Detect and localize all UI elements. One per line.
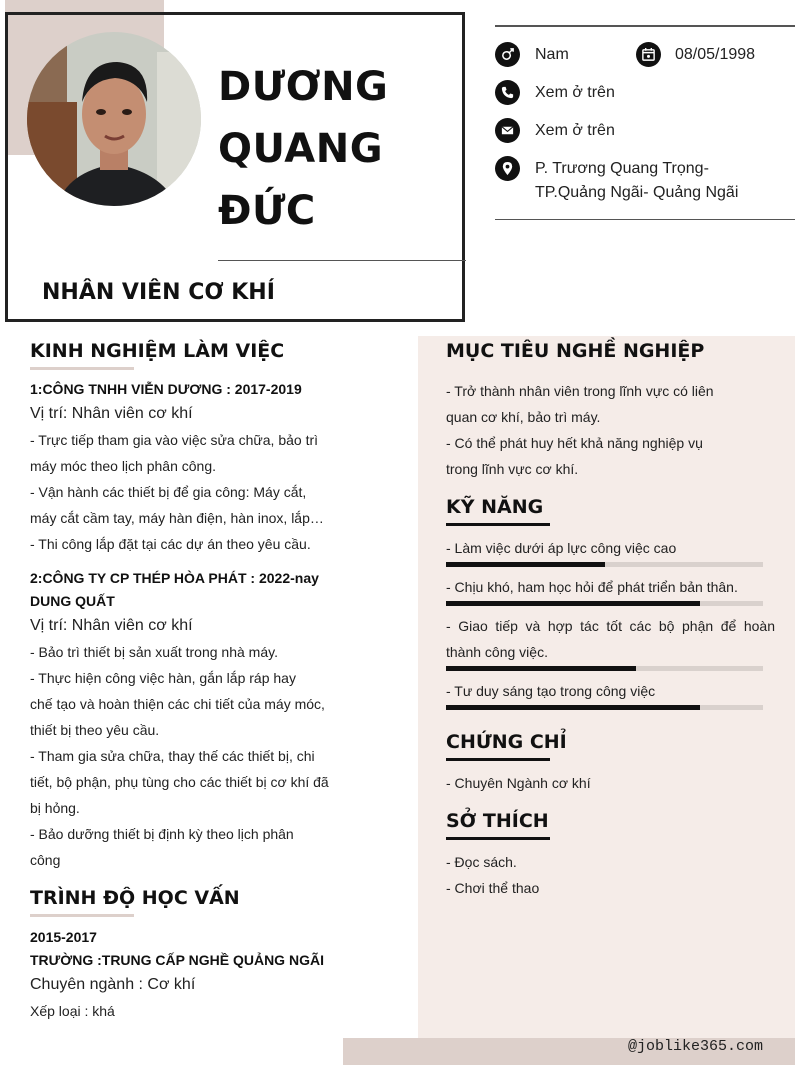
education-major: Chuyên ngành : Cơ khí [30,976,196,993]
skill-bar-fill [446,601,700,606]
skill-label: - Giao tiếp và hợp tác tốt các bộ phận để hoàn [446,618,775,634]
job2-detail: bị hỏng. [30,800,80,816]
address-line: TP.Quảng Ngãi- Quảng Ngãi [535,184,739,201]
skill-bar-fill [446,562,605,567]
skill-bar [446,705,763,710]
birthdate-value: 08/05/1998 [675,46,756,63]
job2-detail: - Thực hiện công việc hàn, gắn lắp ráp hay [30,670,296,686]
job1-position: Vị trí: Nhân viên cơ khí [30,405,193,422]
objective-title: MỤC TIÊU NGHỀ NGHIỆP [446,340,705,362]
name-line: ĐỨC [218,188,316,234]
job2-detail: chế tạo và hoàn thiện các chi tiết của máy móc, [30,696,325,712]
job2-company: 2:CÔNG TY CP THÉP HÒA PHÁT : 2022-nay [30,570,319,586]
address-line: P. Trương Quang Trọng- [535,160,709,177]
section-underline [30,367,134,370]
job1-detail: - Thi công lắp đặt tại các dự án theo yêu cầu. [30,536,311,552]
job1-detail: - Vận hành các thiết bị để gia công: Máy cắt, [30,484,307,500]
section-underline [446,837,550,840]
job2-company: DUNG QUẤT [30,593,115,609]
job1-detail: máy móc theo lịch phân công. [30,458,216,474]
skills-title: KỸ NĂNG [446,496,544,518]
job-title: NHÂN VIÊN CƠ KHÍ [42,280,275,305]
skill-label: - Làm việc dưới áp lực công việc cao [446,540,677,556]
contact-divider-top [495,25,795,27]
hobby-item: - Đọc sách. [446,854,517,870]
job2-position: Vị trí: Nhân viên cơ khí [30,617,193,634]
name-line: DƯƠNG [218,64,389,110]
calendar-icon [636,42,661,67]
job2-detail: - Bảo trì thiết bị sản xuất trong nhà máy. [30,644,278,660]
skill-label: thành công việc. [446,644,548,660]
section-underline [30,914,134,917]
phone-icon [495,80,520,105]
gender-value: Nam [535,46,569,63]
objective-line: - Có thể phát huy hết khả năng nghiệp vụ [446,435,703,451]
location-icon [495,156,520,181]
gender-icon [495,42,520,67]
profile-photo [27,32,201,206]
skill-label: - Chịu khó, ham học hỏi để phát triển bản thân. [446,579,738,595]
contact-divider-bottom [495,219,795,220]
hobby-item: - Chơi thể thao [446,880,540,896]
objective-line: - Trở thành nhân viên trong lĩnh vực có liên [446,383,714,399]
skill-bar-fill [446,705,700,710]
education-grade: Xếp loại : khá [30,1003,115,1019]
phone-value: Xem ở trên [535,84,615,101]
job1-detail: - Trực tiếp tham gia vào việc sửa chữa, bảo trì [30,432,319,448]
name-line: QUANG [218,126,384,172]
certificates-title: CHỨNG CHỈ [446,731,567,753]
skill-bar [446,601,763,606]
hobbies-title: SỞ THÍCH [446,810,549,832]
skill-bar-fill [446,666,636,671]
email-value: Xem ở trên [535,122,615,139]
job2-detail: công [30,852,61,868]
education-school: TRƯỜNG :TRUNG CẤP NGHỀ QUẢNG NGÃI [30,952,324,968]
objective-line: quan cơ khí, bảo trì máy. [446,409,601,425]
footer-watermark: @joblike365.com [628,1038,764,1055]
section-underline [446,758,550,761]
job2-detail: - Tham gia sửa chữa, thay thế các thiết bị, chi [30,748,315,764]
skill-bar [446,666,763,671]
job1-company: 1:CÔNG TNHH VIỄN DƯƠNG : 2017-2019 [30,381,302,397]
job2-detail: - Bảo dưỡng thiết bị định kỳ theo lịch phân [30,826,294,842]
certificate-item: - Chuyên Ngành cơ khí [446,775,591,791]
name-divider [218,260,466,261]
education-years: 2015-2017 [30,929,97,945]
section-underline [446,523,550,526]
experience-title: KINH NGHIỆM LÀM VIỆC [30,340,285,362]
job2-detail: tiết, bộ phận, phụ tùng cho các thiết bị cơ khí đã [30,774,329,790]
objective-line: trong lĩnh vực cơ khí. [446,461,579,477]
skill-label: - Tư duy sáng tạo trong công việc [446,683,656,699]
skill-bar [446,562,763,567]
job2-detail: thiết bị theo yêu cầu. [30,722,160,738]
job1-detail: máy cắt cầm tay, máy hàn điện, hàn inox, lắp… [30,510,324,526]
education-title: TRÌNH ĐỘ HỌC VẤN [30,887,240,909]
candidate-name [218,56,388,242]
mail-icon [495,118,520,143]
